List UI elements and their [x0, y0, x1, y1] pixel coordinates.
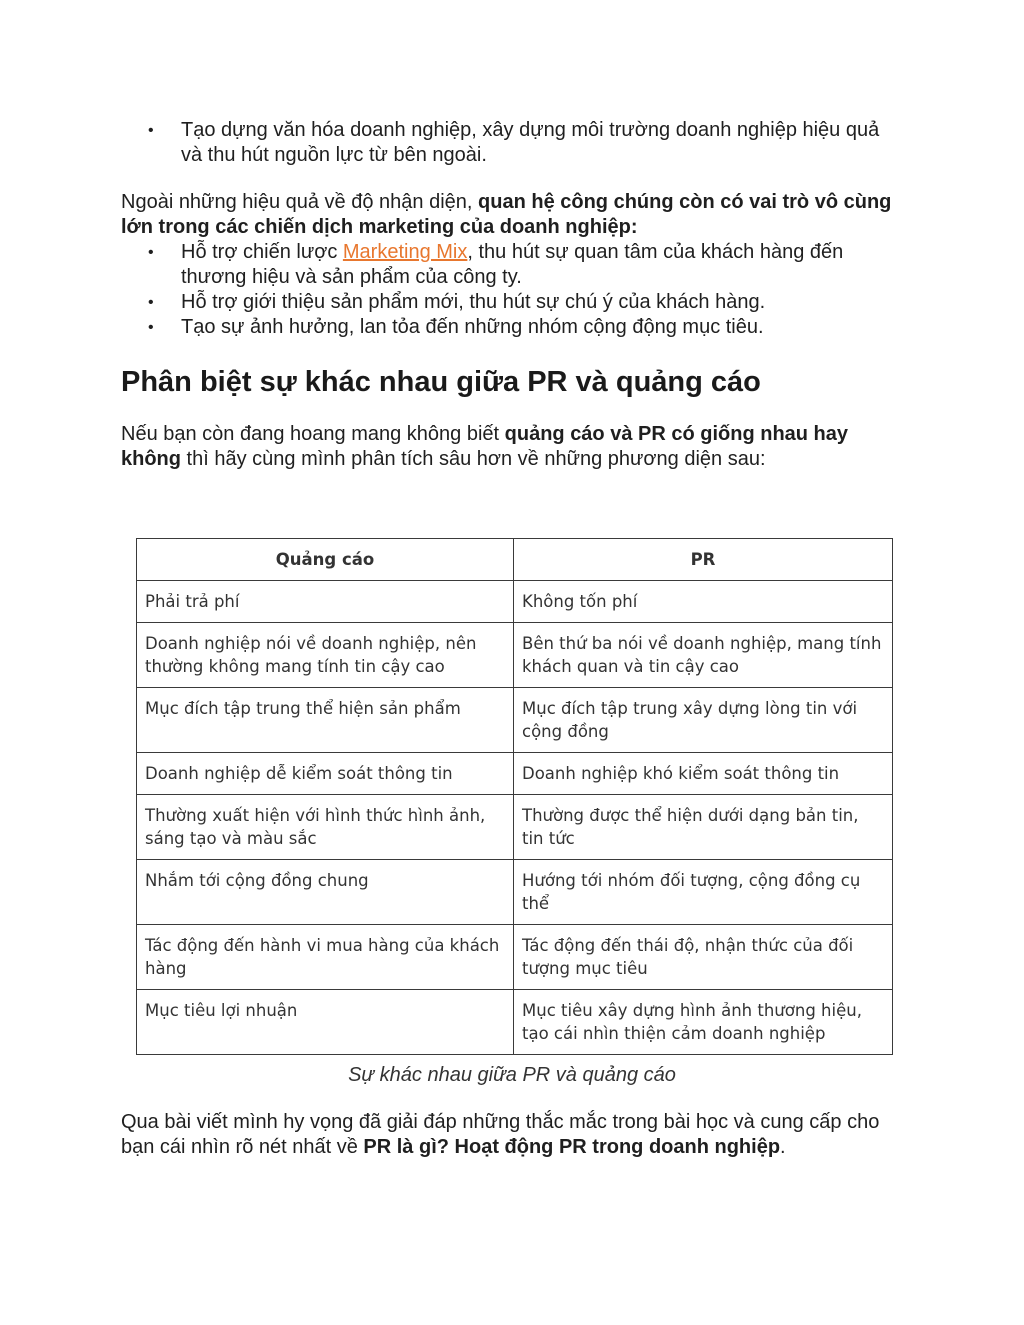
- table-cell: Doanh nghiệp dễ kiểm soát thông tin: [137, 753, 514, 795]
- section-heading: Phân biệt sự khác nhau giữa PR và quảng cáo: [121, 366, 761, 398]
- table-cell: Tác động đến hành vi mua hàng của khách hàng: [137, 925, 514, 990]
- paragraph-text: Nếu bạn còn đang hoang mang không biết: [121, 423, 505, 445]
- table-row: [137, 581, 893, 623]
- table-cell: Thường xuất hiện với hình thức hình ảnh, sáng tạo và màu sắc: [137, 795, 514, 860]
- table-cell: Tác động đến thái độ, nhận thức của đối tượng mục tiêu: [514, 925, 893, 990]
- table-cell: Hướng tới nhóm đối tượng, cộng đồng cụ thể: [514, 860, 893, 925]
- table-row: [137, 623, 893, 688]
- bullet-icon: •: [148, 294, 154, 311]
- table-cell: Nhắm tới cộng đồng chung: [137, 860, 514, 925]
- paragraph-bold-text: PR là gì? Hoạt động PR trong doanh nghiệp: [363, 1136, 781, 1158]
- table-cell: Mục đích tập trung thể hiện sản phẩm: [137, 688, 514, 753]
- table-row: [137, 990, 893, 1055]
- table-cell: Mục tiêu lợi nhuận: [137, 990, 514, 1055]
- paragraph-text: thì hãy cùng mình phân tích sâu hơn về những phương diện sau:: [181, 448, 766, 470]
- article-body: [121, 118, 905, 472]
- list-item: [121, 315, 905, 340]
- comparison-table: [136, 538, 893, 1055]
- table-cell: Thường được thể hiện dưới dạng bản tin, tin tức: [514, 795, 893, 860]
- paragraph-roles: [121, 190, 905, 240]
- paragraph-bold-text: quan hệ công chúng còn có vai trò vô cùng lớn trong các chiến dịch marketing của doanh nghiệp:: [121, 191, 892, 238]
- marketing-mix-link[interactable]: Marketing Mix: [342, 241, 468, 263]
- paragraph-intro: [121, 422, 905, 472]
- table-cell: Mục tiêu xây dựng hình ảnh thương hiệu, tạo cái nhìn thiện cảm doanh nghiệp: [514, 990, 893, 1055]
- list-item: [121, 240, 905, 290]
- table-row: [137, 688, 893, 753]
- paragraph-text: Qua bài viết mình hy vọng đã giải đáp những thắc mắc trong bài học và cung cấp cho bạn cái nhìn rõ nét nhất về: [121, 1111, 880, 1158]
- list-item-text: Hỗ trợ chiến lược: [181, 241, 343, 263]
- list-item-text: Hỗ trợ giới thiệu sản phẩm mới, thu hút sự chú ý của khách hàng.: [181, 291, 766, 313]
- table-row: [137, 795, 893, 860]
- table-cell: Bên thứ ba nói về doanh nghiệp, mang tính khách quan và tin cậy cao: [514, 623, 893, 688]
- closing-paragraph-container: [121, 1110, 905, 1160]
- list-item: [121, 290, 905, 315]
- paragraph-bold-text: quảng cáo và PR có giống nhau hay không: [121, 423, 849, 470]
- table-row: [137, 753, 893, 795]
- list-item-text: Tạo sự ảnh hưởng, lan tỏa đến những nhóm cộng động mục tiêu.: [181, 316, 764, 338]
- table-row: [137, 925, 893, 990]
- table-caption: Sự khác nhau giữa PR và quảng cáo: [348, 1064, 676, 1086]
- bullet-list-top: [121, 118, 905, 168]
- table-header-ads: Quảng cáo: [137, 539, 514, 581]
- table-cell: Doanh nghiệp khó kiểm soát thông tin: [514, 753, 893, 795]
- table-header-row: [137, 539, 893, 581]
- bullet-icon: •: [148, 122, 154, 139]
- bullet-icon: •: [148, 319, 154, 336]
- table-header-pr: PR: [514, 539, 893, 581]
- paragraph-closing: [121, 1110, 905, 1160]
- bullet-list-mid: [121, 240, 905, 340]
- paragraph-text: .: [780, 1136, 786, 1158]
- table-row: [137, 860, 893, 925]
- list-item-text: , thu hút sự quan tâm của khách hàng đến thương hiệu và sản phẩm của công ty.: [181, 241, 844, 288]
- table-cell: Mục đích tập trung xây dựng lòng tin với cộng đồng: [514, 688, 893, 753]
- list-item: [121, 118, 905, 168]
- table-cell: Không tốn phí: [514, 581, 893, 623]
- table-cell: Phải trả phí: [137, 581, 514, 623]
- paragraph-text: Ngoài những hiệu quả về độ nhận diện,: [121, 191, 479, 213]
- comparison-table-image: [136, 538, 892, 1048]
- bullet-icon: •: [148, 244, 154, 261]
- list-item-text: Tạo dựng văn hóa doanh nghiệp, xây dựng môi trường doanh nghiệp hiệu quả và thu hút nguồn lực từ bên ngoài.: [181, 119, 880, 166]
- table-cell: Doanh nghiệp nói về doanh nghiệp, nên thường không mang tính tin cậy cao: [137, 623, 514, 688]
